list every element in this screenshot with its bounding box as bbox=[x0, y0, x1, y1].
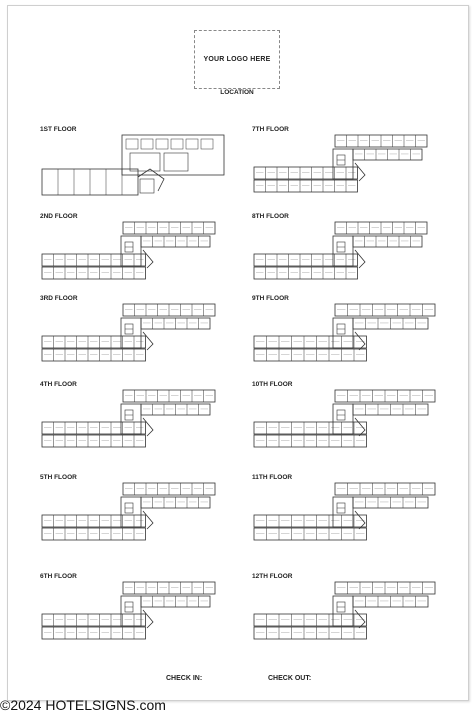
floor-block-3 bbox=[40, 295, 230, 373]
floor-label: 12TH FLOOR bbox=[252, 573, 293, 580]
floor-block-9 bbox=[252, 295, 442, 373]
floor-plan bbox=[40, 220, 235, 286]
floor-plan bbox=[40, 388, 235, 454]
floor-plan bbox=[252, 133, 447, 199]
floor-plan bbox=[40, 481, 235, 547]
floor-label: 9TH FLOOR bbox=[252, 295, 289, 302]
floor-label: 7TH FLOOR bbox=[252, 126, 289, 133]
floor-plan bbox=[252, 220, 447, 286]
floor-block-7 bbox=[252, 126, 442, 204]
floor-block-1 bbox=[40, 126, 230, 204]
floor-label: 1ST FLOOR bbox=[40, 126, 77, 133]
floor-block-11 bbox=[252, 474, 442, 552]
floor-block-2 bbox=[40, 213, 230, 291]
floor-block-10 bbox=[252, 381, 442, 459]
floor-label: 5TH FLOOR bbox=[40, 474, 77, 481]
floor-plan bbox=[40, 302, 235, 368]
copyright-text: ©2024 HOTELSIGNS.com bbox=[0, 697, 166, 713]
floor-block-8 bbox=[252, 213, 442, 291]
floor-plan bbox=[40, 580, 235, 646]
floor-block-6 bbox=[40, 573, 230, 651]
location-label: LOCATION bbox=[220, 89, 254, 96]
floor-plan bbox=[252, 388, 447, 454]
floor-label: 2ND FLOOR bbox=[40, 213, 78, 220]
floor-plan bbox=[252, 481, 447, 547]
floor-plan bbox=[252, 580, 447, 646]
floor-block-4 bbox=[40, 381, 230, 459]
floor-label: 10TH FLOOR bbox=[252, 381, 293, 388]
floor-plan-lobby bbox=[40, 133, 235, 199]
floor-plan bbox=[252, 302, 447, 368]
check-out-label: CHECK OUT: bbox=[268, 675, 312, 682]
floor-label: 3RD FLOOR bbox=[40, 295, 78, 302]
check-in-label: CHECK IN: bbox=[166, 675, 203, 682]
floor-label: 11TH FLOOR bbox=[252, 474, 293, 481]
floor-label: 6TH FLOOR bbox=[40, 573, 77, 580]
logo-placeholder-text: YOUR LOGO HERE bbox=[203, 56, 271, 63]
floor-block-12 bbox=[252, 573, 442, 651]
floor-block-5 bbox=[40, 474, 230, 552]
floor-label: 8TH FLOOR bbox=[252, 213, 289, 220]
floor-label: 4TH FLOOR bbox=[40, 381, 77, 388]
logo-placeholder-box bbox=[194, 30, 280, 89]
